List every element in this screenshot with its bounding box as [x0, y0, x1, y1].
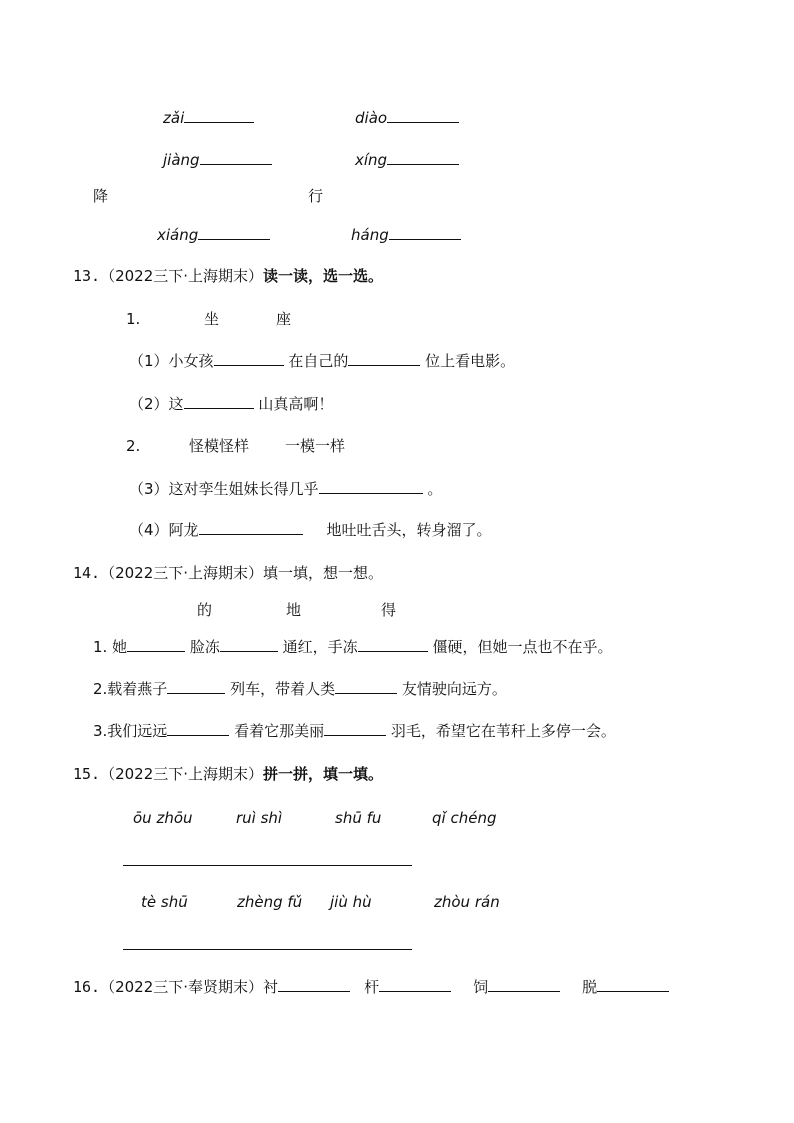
q14-word-de3: 得 [381, 601, 397, 619]
answer-blank[interactable] [220, 637, 278, 652]
answer-blank[interactable] [199, 520, 303, 535]
q16-char-chen: 衬 [263, 978, 279, 996]
question-13-header [73, 266, 383, 286]
question-15-header [73, 764, 383, 784]
q15-answer-line-2[interactable] [123, 949, 412, 950]
answer-blank[interactable] [387, 150, 459, 165]
answer-blank[interactable] [278, 977, 350, 992]
q13-word-guaimo: 怪模怪样 [189, 437, 250, 455]
question-14-header [73, 563, 383, 583]
pinyin-diao: diào [355, 108, 459, 128]
q14-word-de1: 的 [197, 601, 213, 619]
answer-blank[interactable] [200, 150, 272, 165]
q13-sentence-1: （1）小女孩 在自己的 位上看电影。 [129, 352, 516, 370]
q15-answer-line-1[interactable] [123, 865, 412, 866]
answer-blank[interactable] [597, 977, 669, 992]
answer-blank[interactable] [319, 479, 423, 494]
q15-pinyin-shufu: shū fu [335, 809, 382, 827]
q14-sentence-3: 3.我们远远 看着它那美丽 羽毛，希望它在苇秆上多停一会。 [93, 722, 616, 740]
pinyin-xiang: xiáng [157, 225, 270, 245]
answer-blank[interactable] [324, 721, 386, 736]
char-xing: 行 [308, 187, 324, 205]
question-instruction: 读一读，选一选。 [263, 267, 384, 285]
pinyin-zai: zǎi [163, 108, 254, 128]
answer-blank[interactable] [167, 721, 229, 736]
pinyin-xing: xíng [355, 150, 459, 170]
question-number: 15. [73, 765, 101, 783]
question-number: 13. [73, 267, 101, 285]
q15-pinyin-ruishi: ruì shì [236, 809, 283, 827]
q15-pinyin-ouzhou: ōu zhōu [133, 809, 193, 827]
answer-blank[interactable] [379, 977, 451, 992]
question-instruction: 填一填，想一想。 [263, 564, 384, 582]
question-source: （2022三下·上海期末） [100, 765, 264, 783]
q14-sentence-1: 1. 她 脸冻 通红，手冻 僵硬，但她一点也不在乎。 [93, 638, 613, 656]
q15-pinyin-teshu: tè shū [141, 893, 188, 911]
q13-sentence-4: （4）阿龙 地吐吐舌头，转身溜了。 [129, 521, 492, 539]
answer-blank[interactable] [358, 637, 428, 652]
answer-blank[interactable] [184, 394, 254, 409]
q16-char-si: 饲 [473, 978, 489, 996]
answer-blank[interactable] [488, 977, 560, 992]
q16-char-tuo: 脱 [582, 978, 598, 996]
char-jiang: 降 [93, 187, 109, 205]
q13-word-zuo2: 座 [276, 310, 292, 328]
q13-group2-label: 2. [126, 437, 141, 455]
question-source: （2022三下·上海期末） [100, 267, 264, 285]
q13-group1-label: 1. [126, 310, 141, 328]
answer-blank[interactable] [335, 679, 397, 694]
answer-blank[interactable] [389, 225, 461, 240]
question-instruction: 拼一拼，填一填。 [263, 765, 384, 783]
q14-word-de2: 地 [286, 601, 302, 619]
question-number: 16. [73, 978, 101, 996]
q13-word-zuo: 坐 [204, 310, 220, 328]
q15-pinyin-zhouran: zhòu rán [434, 893, 500, 911]
q14-sentence-2: 2.载着燕子 列车，带着人类 友情驶向远方。 [93, 680, 507, 698]
question-number: 14. [73, 564, 101, 582]
q13-sentence-3: （3）这对孪生姐妹长得几乎 。 [129, 480, 443, 498]
q16-char-gan: 杆 [364, 978, 380, 996]
pinyin-hang: háng [351, 225, 461, 245]
answer-blank[interactable] [348, 351, 420, 366]
q13-word-yimo: 一模一样 [285, 437, 346, 455]
question-16 [73, 977, 669, 997]
q13-sentence-2: （2）这 山真高啊！ [129, 395, 334, 413]
q15-pinyin-jiuhu: jiù hù [330, 893, 372, 911]
answer-blank[interactable] [184, 108, 254, 123]
answer-blank[interactable] [387, 108, 459, 123]
q15-pinyin-qicheng: qǐ chéng [432, 809, 497, 827]
answer-blank[interactable] [127, 637, 185, 652]
question-source: （2022三下·上海期末） [100, 564, 264, 582]
answer-blank[interactable] [198, 225, 270, 240]
answer-blank[interactable] [167, 679, 225, 694]
q15-pinyin-zhengfu: zhèng fǔ [237, 893, 303, 911]
pinyin-jiang: jiàng [163, 150, 272, 170]
answer-blank[interactable] [214, 351, 284, 366]
question-source: （2022三下·奉贤期末） [100, 978, 264, 996]
